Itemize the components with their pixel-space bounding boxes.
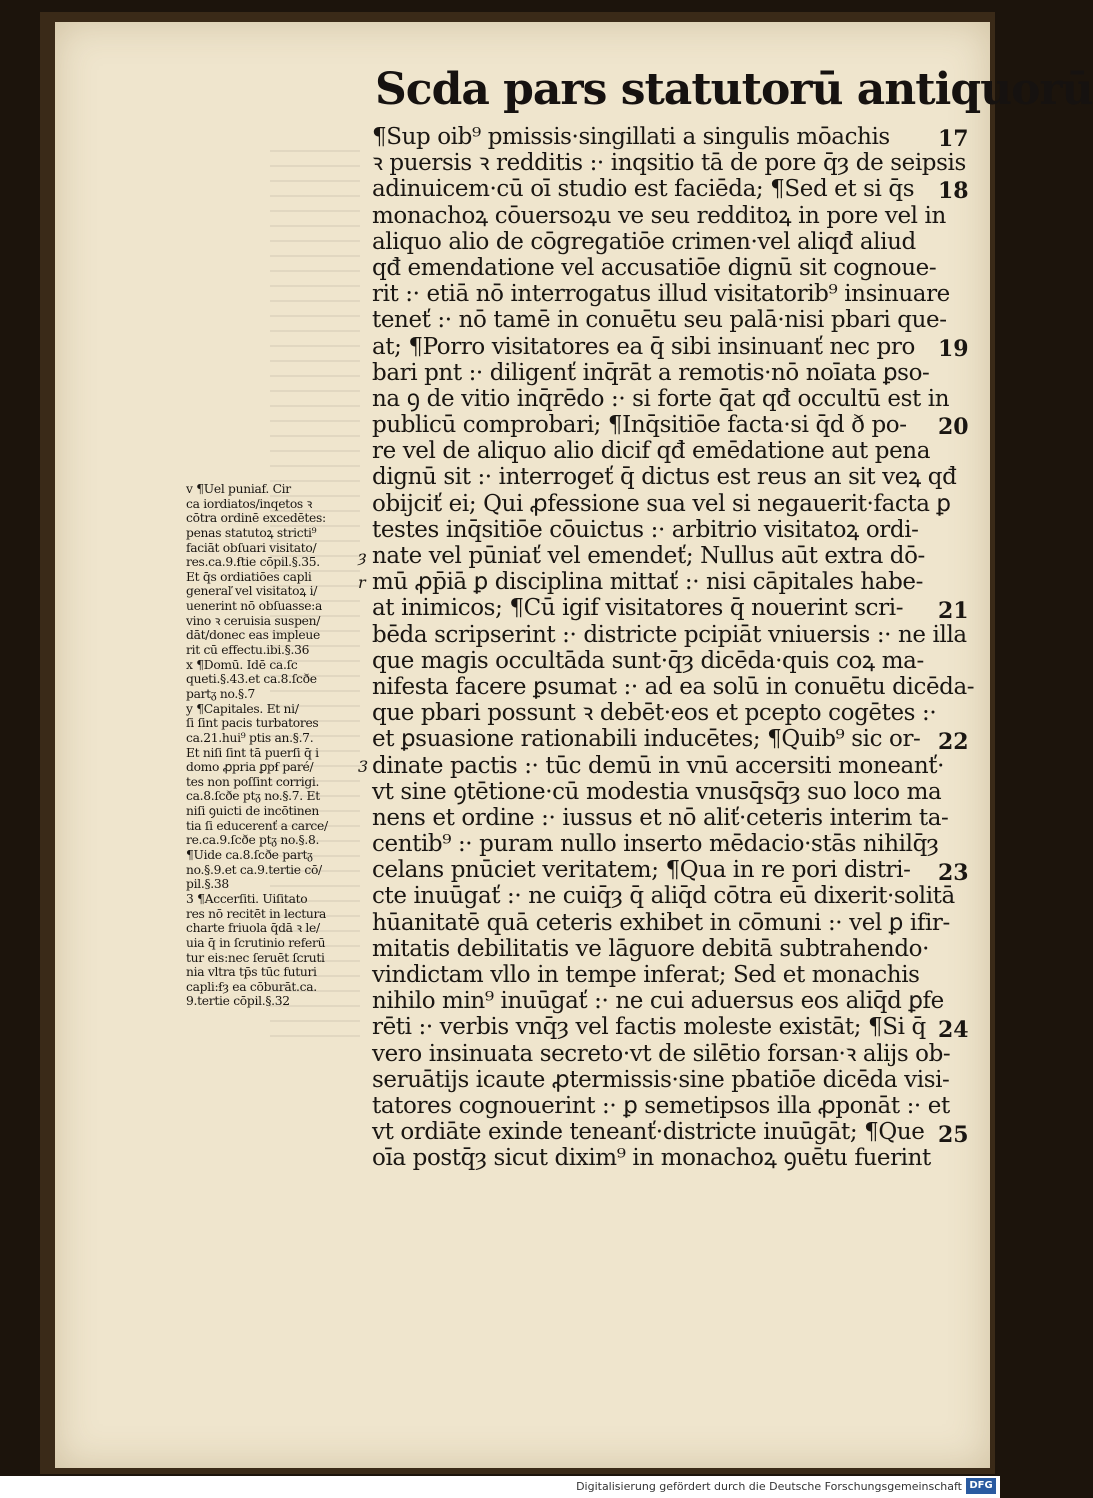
text-line: monachoꝝ cōuersoꝝu ve seu redditoꝝ in pore vel in	[372, 202, 946, 229]
marginal-line: ca.8.ſcðe ptᵹ no.§.7. Et	[186, 789, 320, 804]
text-line: bēda scripserint :· districte pcipiāt vniuersis :· ne illa	[372, 621, 967, 648]
text-line: cte inuūgať :· ne cuiq̄ȝ q̄ aliq̄d cōtra eū dixerit·solitā	[372, 883, 955, 910]
text-line: oīa postq̄ȝ sicut dixim⁹ in monachoꝝ ꝯuētu fuerint	[372, 1145, 931, 1172]
line-number: 17	[938, 126, 969, 152]
text-line: rit :· etiā nō interrogatus illud visitatorib⁹ insinuare	[372, 281, 950, 308]
marginal-line: pil.§.38	[186, 877, 229, 892]
marginal-line: uenerint nō obſuasse:a	[186, 599, 323, 614]
marginal-line: queti.§.43.et ca.8.ſcðe	[186, 672, 317, 687]
text-line: vt ordiāte exinde teneanť·districte inuūgāt; ¶Que	[372, 1119, 925, 1146]
text-line: testes inq̄sitiōe cōuictus :· arbitrio visitatoꝝ ordi-	[372, 516, 919, 543]
marginal-line: domo ꝓpria ꝑpẜ paré/	[186, 760, 314, 775]
text-line: mitatis debilitatis ve lāguore debitā subtrahendo·	[372, 935, 929, 962]
marginal-line: 9.tertie cōpil.§.32	[186, 994, 290, 1009]
footer-credit: Digitalisierung gefördert durch die Deutsche Forschungsgemeinschaft	[576, 1480, 962, 1493]
text-line: dinate pactis :· tūc demū in vnū accersiti moneanť·	[372, 752, 945, 779]
marginal-line: capli:ẜȝ ea cōburāt.ca.	[186, 979, 317, 994]
marginal-line: Et q̄s ordiatiōes capli	[186, 569, 312, 584]
marginal-line: tes non poſſint corrigi.	[186, 774, 320, 789]
reference-key: ȝ	[358, 547, 367, 567]
text-line: dignū sit :· interrogeť q̄ dictus est reus an sit veꝝ qđ	[372, 464, 957, 491]
marginal-line: no.§.9.et ca.9.tertie cō/	[186, 862, 322, 877]
line-number: 21	[938, 597, 969, 624]
text-line: que pbari possunt ꝛ debēt·eos et pcepto cogētes :·	[372, 700, 937, 727]
marginal-line: tia ſi educerenť a carce/	[186, 818, 328, 833]
line-number: 18	[938, 178, 969, 205]
marginal-line: faciāt obſuari visitato/	[186, 540, 317, 555]
marginal-line: generaľ vel visitatoꝝ i/	[186, 584, 318, 599]
marginal-line: vino ꝛ ceruisia suspen/	[186, 613, 321, 628]
text-line: obijciť ei; Qui ꝓfessione sua vel si negauerit·facta ꝑ	[372, 490, 951, 517]
marginal-line: ſi ſint pacis turbatores	[186, 716, 319, 731]
marginal-line: tur eis:nec ſeruēt ſcruti	[186, 950, 325, 965]
text-line: centib⁹ :· puram nullo inserto mēdacio·stās nihilq̄ȝ	[372, 831, 939, 858]
marginal-line: x ¶Domū. Idē ca.ſc	[186, 657, 298, 672]
marginal-line: dāt/donec eas impleue	[186, 628, 320, 643]
text-line: tatores cognouerint :· ꝑ semetipsos illa ꝓponāt :· et	[372, 1092, 950, 1119]
line-number: 24	[938, 1016, 969, 1043]
text-line: hūanitatē quā ceteris exhibet in cōmuni :· vel ꝑ ifir-	[372, 909, 950, 936]
marginal-line: Et niſi ſint tā puerſi q̄ i	[186, 745, 319, 760]
text-line: vero insinuata secreto·vt de silētio forsan·ꝛ alijs ob-	[372, 1040, 951, 1067]
text-line: nihilo min⁹ inuūgať :· ne cui aduersus eos aliq̄d ꝑfe	[372, 988, 944, 1015]
marginal-line: niſi ꝯuicti de incōtinen	[186, 804, 319, 819]
line-number: 22	[938, 728, 969, 755]
text-line: publicū comprobari; ¶Inq̄sitiōe facta·si q̄d ð po-	[372, 412, 907, 439]
dfg-logo-icon: DFG	[966, 1478, 996, 1494]
line-number: 19	[938, 335, 969, 362]
text-line: adinuicem·cū oī studio est faciēda; ¶Sed et si q̄s	[372, 176, 915, 203]
marginal-line: cōtra ordinē excedētes:	[186, 511, 326, 526]
marginal-line: nia vltra tp̄s tūc futuri	[186, 965, 317, 980]
text-line: celans pnūciet veritatem; ¶Qua in re pori distri-	[372, 857, 911, 884]
marginal-line: penas statutoꝝ stricti⁹	[186, 525, 317, 540]
page-heading: Scda pars statutorū antiquorū	[375, 64, 1093, 115]
marginal-line: ca.21.hui⁹ ptis an.§.7.	[186, 730, 314, 745]
marginal-line: partᵹ no.§.7	[186, 686, 256, 701]
marginal-line: y ¶Capitales. Et ni/	[186, 701, 299, 716]
marginal-commentary	[186, 482, 351, 1009]
text-line: re vel de aliquo alio dicif qđ emēdatione aut pena	[372, 438, 931, 465]
text-line: nifesta facere ꝑsumat :· ad ea solū in conuētu dicēda-	[372, 673, 975, 700]
marginal-line: re.ca.9.ſcðe ptᵹ no.§.8.	[186, 833, 320, 848]
text-line: que magis occultāda sunt·q̄ȝ dicēda·quis coꝝ ma-	[372, 647, 924, 674]
marginal-line: uia q̄ in ſcrutinio referū	[186, 935, 326, 950]
reference-key: 3	[358, 756, 369, 776]
text-line: teneť :· nō tamē in conuētu seu palā·nisi pbari que-	[372, 307, 947, 334]
marginal-line: v ¶Uel puniaf. Cir	[186, 482, 291, 496]
text-line: aliquo alio de cōgregatiōe crimen·vel aliqđ aliud	[372, 228, 916, 255]
text-line: at; ¶Porro visitatores ea q̄ sibi insinuanť nec pro	[372, 333, 915, 360]
text-line: qđ emendatione vel accusatiōe dignū sit cognoue-	[372, 254, 937, 281]
line-number: 20	[938, 414, 969, 441]
text-line: nens et ordine :· iussus et nō aliť·ceteris interim ta-	[372, 804, 949, 831]
marginal-line: ¶Uide ca.8.ſcðe partᵹ	[186, 848, 313, 863]
marginal-line: res.ca.9.ẜtie cōpil.§.35.	[186, 555, 320, 570]
marginal-line: rit cū effectu.ibi.§.36	[186, 643, 310, 658]
text-line: ¶Sup oib⁹ pmissis·singillati a singulis mōachis	[372, 124, 890, 150]
marginal-line: charte friuola q̄dā ꝛ le/	[186, 921, 320, 936]
text-line: vt sine ꝯtētione·cū modestia vnusq̄sq̄ȝ suo loco ma	[372, 778, 942, 805]
marginal-line: 3 ¶Accerſiti. Uiſitato	[186, 891, 308, 906]
text-line: ꝛ puersis ꝛ redditis :· inqsitio tā de pore q̄ȝ de seipsis	[372, 150, 966, 177]
line-number: 23	[938, 859, 969, 886]
text-line: bari pnt :· diligenť inq̄rāt a remotis·nō noīata ꝑso-	[372, 359, 930, 386]
text-line: nate vel pūniať vel emendeť; Nullus aūt extra dō-	[372, 543, 925, 569]
text-line: mū ꝓp̄iā ꝑ disciplina mittať :· nisi cāpitales habe-	[372, 569, 924, 596]
line-number: 25	[938, 1121, 969, 1148]
text-line: rēti :· verbis vnq̄ȝ vel factis moleste existāt; ¶Si q̄	[372, 1014, 926, 1041]
text-line: at inimicos; ¶Cū igif visitatores q̄ nouerint scri-	[372, 595, 904, 622]
text-line: na ꝯ de vitio inq̄rēdo :· si forte q̄at qđ occultū est in	[372, 385, 950, 412]
text-line: vindictam vllo in tempe inferat; Sed et monachis	[372, 962, 920, 988]
marginal-line: res nō recitēt in lectura	[186, 906, 327, 921]
marginal-line: ca iordiatos/inqetos ꝛ	[186, 496, 313, 511]
text-line: seruātijs icaute ꝓtermissis·sine pbatiōe dicēda visi-	[372, 1066, 950, 1093]
text-line: et ꝑsuasione rationabili inducētes; ¶Quib⁹ sic or-	[372, 726, 921, 753]
reference-key: r	[358, 573, 366, 593]
